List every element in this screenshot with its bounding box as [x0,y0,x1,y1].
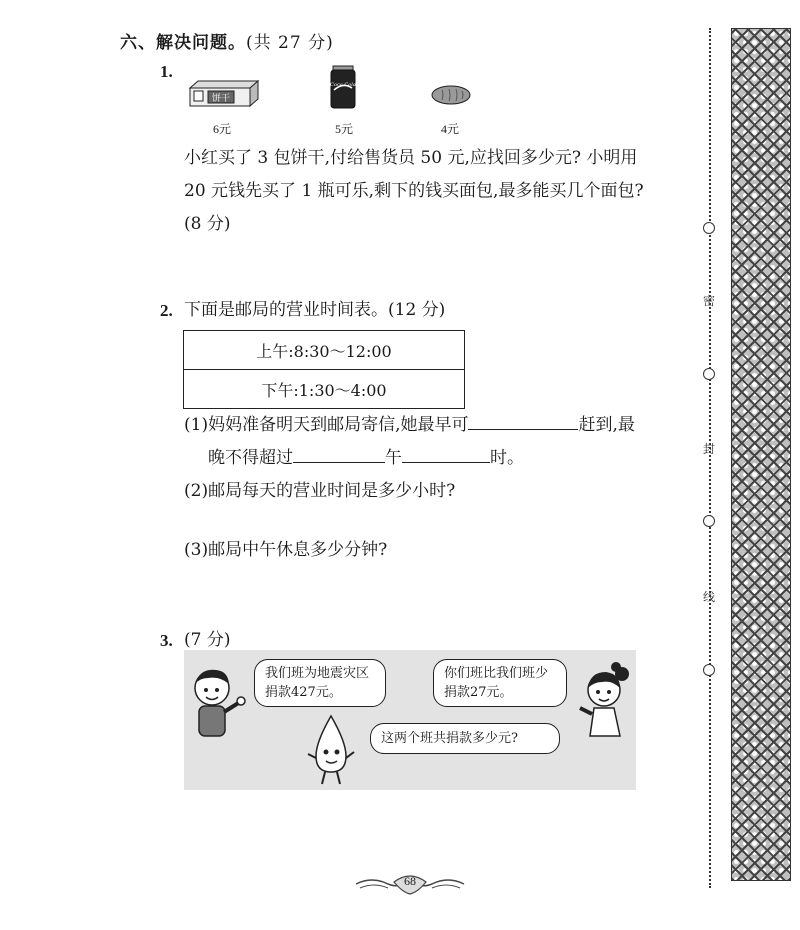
question-3-points: (7 分) [184,630,231,650]
sub-1-text-e: 时。 [490,448,524,468]
table-cell-morning: 上午:8:30～12:00 [184,331,465,370]
cola-can-icon [330,64,356,110]
page-number-ornament [352,870,468,896]
binding-ring-2 [703,368,715,380]
seal-dotted-line [709,28,711,888]
section-title-text: 六、解决问题。 [120,33,246,53]
binding-ring-3 [703,515,715,527]
question-2-sub-1 [184,409,635,442]
item-biscuit [188,78,260,112]
answer-blank-earliest[interactable] [468,411,578,430]
sub-1-text-a: (1)妈妈准备明天到邮局寄信,她最早可 [184,415,469,435]
sub-1-text-b: 赶到,最 [578,415,635,435]
question-2-intro: 下面是邮局的营业时间表。(12 分) [184,300,446,320]
question-2-number: 2. [160,301,173,320]
question-1-line-1: 小红买了 3 包饼干,付给售货员 50 元,应找回多少元? 小明用 [184,148,638,168]
boy-character-icon [186,662,248,748]
table-cell-afternoon: 下午:1:30～4:00 [184,370,465,409]
biscuit-box-icon [188,78,260,108]
post-office-hours-table [183,330,465,409]
question-2-sub-2: (2)邮局每天的营业时间是多少小时? [184,481,456,501]
page-number: 68 [404,874,416,888]
binding-char-xian: 线 [703,590,716,604]
section-title [120,28,334,53]
speech-bubble-boy: 我们班为地震灾区捐款427元。 [254,659,386,707]
question-1-text [184,142,704,241]
binding-ring-4 [703,664,715,676]
table-row [184,331,465,370]
binding-pattern-strip [731,28,791,881]
binding-char-mi: 密 [703,294,716,308]
item-cola [330,64,356,114]
question-2-sub-1-cont [208,442,524,475]
speech-bubble-drop: 这两个班共捐款多少元? [370,723,560,754]
section-points: (共 27 分) [246,33,334,53]
sub-1-text-c: 晚不得超过 [208,448,293,468]
bread-icon [430,84,472,106]
cola-label: Coca-Cola [330,82,356,88]
binding-char-feng: 封 [703,442,716,456]
speech-bubble-girl: 你们班比我们班少捐款27元。 [433,659,567,707]
question-2-sub-3: (3)邮局中午休息多少分钟? [184,540,388,560]
girl-character-icon [576,662,632,748]
question-1-points: (8 分) [184,214,231,234]
question-3-number: 3. [160,631,173,650]
sub-1-text-d: 午 [385,448,402,468]
answer-blank-hour[interactable] [402,444,490,463]
price-cola: 5元 [335,122,354,136]
question-1-line-2: 20 元钱先买了 1 瓶可乐,剩下的钱买面包,最多能买几个面包? [184,181,644,201]
question-1-number: 1. [160,62,173,81]
water-drop-character-icon [306,712,356,786]
price-biscuit: 6元 [213,122,232,136]
table-row [184,370,465,409]
answer-blank-ampm[interactable] [293,444,385,463]
biscuit-box-label: 饼干 [211,94,231,104]
price-bread: 4元 [441,122,460,136]
dialogue-illustration [184,650,636,790]
item-bread [430,84,472,110]
binding-ring-1 [703,222,715,234]
